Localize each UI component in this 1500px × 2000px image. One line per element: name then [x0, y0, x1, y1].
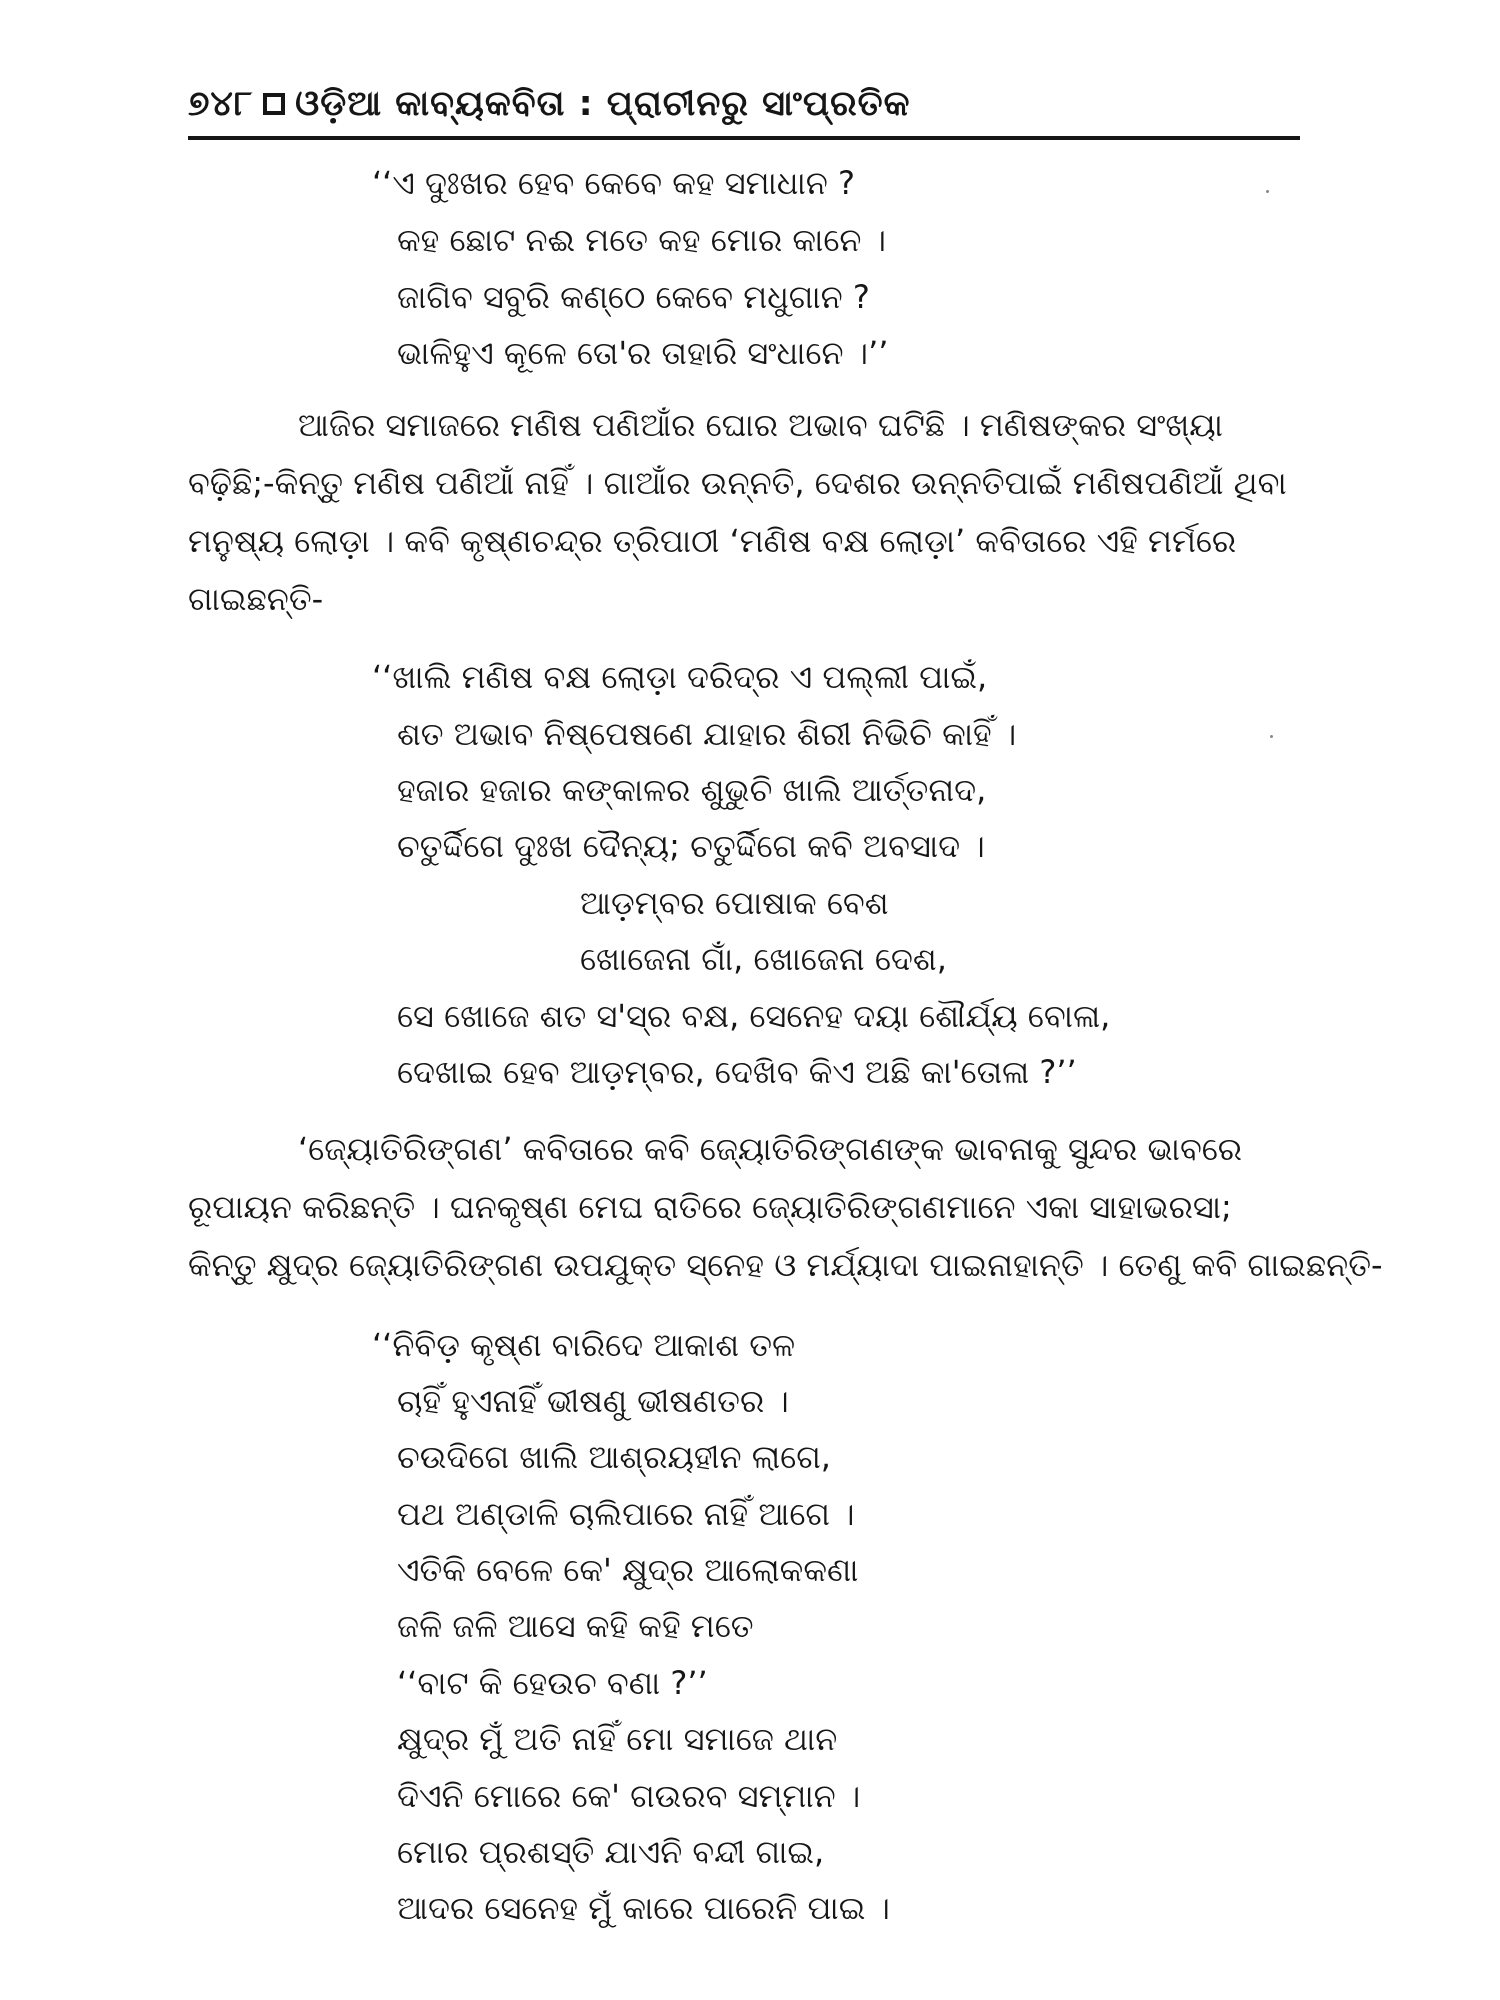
poem-line: କ୍ଷୁଦ୍ର ମୁଁ ଅତି ନାହିଁ ମୋ ସମାଜେ ଥାନ	[397, 1720, 838, 1758]
poem-line: ଶତ ଅଭାବ ନିଷ୍‌ପେଷଣେ ଯାହାର ଶିରୀ ନିଭିଚି କାହିଁ ।	[397, 715, 1017, 753]
paragraph-text: ଆଜିର ସମାଜରେ ମଣିଷ ପଣିଆଁର ଘୋର ଅଭାବ ଘଟିଛି । ମଣିଷଙ୍କର ସଂଖ୍ୟା	[298, 406, 1223, 444]
poem-line: ପଥ ଅଣ୍ଡାଳି ଚାଲିପାରେ ନାହିଁ ଆଗେ ।	[397, 1495, 855, 1533]
paragraph-line	[188, 396, 1293, 454]
poem-line: ‘‘ନିବିଡ଼ କୃଷ୍ଣ ବାରିଦେ ଆକାଶ ତଳ	[372, 1326, 796, 1364]
poem-line: ମୋର ପ୍ରଶସ୍ତି ଯାଏନି ବନ୍ଦୀ ଗାଇ,	[397, 1833, 825, 1871]
scan-speck	[1270, 735, 1273, 738]
poem-line: ଦେଖାଇ ହେବ ଆଡ଼ମ୍ବର, ଦେଖିବ କିଏ ଅଛି କା'ତୋଳା ?’’	[397, 1053, 1077, 1091]
poem-line: ଆଡ଼ମ୍ବର ପୋଷାକ ବେଶ	[580, 884, 889, 922]
poem-line: କହ ଛୋଟ ନଈ ମତେ କହ ମୋର କାନେ ।	[397, 221, 886, 259]
poem-line: ଭାଳିହୁଏ କୂଳେ ତୋ'ର ତାହାରି ସଂଧାନେ ।’’	[397, 334, 889, 372]
paragraph-line: ରୂପାୟନ କରିଛନ୍ତି । ଘନକୃଷ୍ଣ ମେଘ ରାତିରେ ଜ୍ୟୋତିରିଙ୍ଗଣମାନେ ଏକା ସାହାଭରସା;	[188, 1188, 1232, 1226]
page-header	[188, 78, 1298, 130]
paragraph-line: ମନୁଷ୍ୟ ଲୋଡ଼ା । କବି କୃଷ୍ଣଚନ୍ଦ୍ର ତ୍ରିପାଠୀ ‘ମଣିଷ ବକ୍ଷ ଲୋଡ଼ା’ କବିତାରେ ଏହି ମର୍ମରେ	[188, 522, 1237, 560]
poem-line: ଜାଗିବ ସବୁରି କଣ୍ଠେ କେବେ ମଧୁଗାନ ?	[397, 278, 870, 316]
poem-line: ‘‘ବାଟ କି ହେଉଚ ବଣା ?’’	[397, 1664, 708, 1702]
poem-line: ଆଦର ସେନେହ ମୁଁ କାରେ ପାରେନି ପାଇ ।	[397, 1889, 890, 1927]
poem-line: ହଜାର ହଜାର କଙ୍କାଳର ଶୁଭୁଚି ଖାଲି ଆର୍ତ୍ତନାଦ,	[397, 771, 987, 809]
poem-line: ଖୋଜେନା ଗାଁ, ଖୋଜେନା ଦେଶ,	[580, 940, 947, 978]
paragraph-line: କିନ୍ତୁ କ୍ଷୁଦ୍ର ଜ୍ୟୋତିରିଙ୍ଗଣ ଉପଯୁକ୍ତ ସ୍ନେହ ଓ ମର୍ଯ୍ୟାଦା ପାଇନାହାନ୍ତି । ତେଣୁ କବି ଗାଇଛନ୍ତି-	[188, 1246, 1383, 1284]
poem-line: ଦିଏନି ମୋରେ କେ' ଗଉରବ ସମ୍ମାନ ।	[397, 1777, 861, 1815]
paragraph-1	[188, 396, 1293, 628]
square-bullet-icon	[263, 93, 285, 115]
book-title: ଓଡ଼ିଆ କାବ୍ୟକବିତା : ପ୍ରାଚୀନରୁ ସାଂପ୍ରତିକ	[295, 84, 911, 124]
poem-line: ଏତିକି ବେଳେ କେ' କ୍ଷୁଦ୍ର ଆଲୋକକଣା	[397, 1551, 859, 1589]
poem-line: ଜଳି ଜଳି ଆସେ କହି କହି ମତେ	[397, 1607, 754, 1645]
scan-speck	[1266, 190, 1269, 193]
paragraph-line	[188, 1120, 1293, 1178]
poem-line: ‘‘ଏ ଦୁଃଖର ହେବ କେବେ କହ ସମାଧାନ ?	[372, 164, 855, 202]
poem-line: ଚାହିଁ ହୁଏନାହିଁ ଭୀଷଣୁ ଭୀଷଣତର ।	[397, 1382, 789, 1420]
paragraph-text: ‘ଜ୍ୟୋତିରିଙ୍ଗଣ’ କବିତାରେ କବି ଜ୍ୟୋତିରିଙ୍ଗଣଙ୍କ ଭାବନାକୁ ସୁନ୍ଦର ଭାବରେ	[298, 1130, 1243, 1168]
poem-line: ଚଉଦିଗେ ଖାଲି ଆଶ୍ରୟହୀନ ଲାଗେ,	[397, 1438, 831, 1476]
paragraph-2	[188, 1120, 1383, 1294]
poem-line: ସେ ଖୋଜେ ଶତ ସ'ସ୍ର ବକ୍ଷ, ସେନେହ ଦୟା ଶୌର୍ଯ୍ୟ ବୋଳା,	[397, 997, 1111, 1035]
poem-line: ଚତୁର୍ଦ୍ଦିଗେ ଦୁଃଖ ଦୈନ୍ୟ; ଚତୁର୍ଦ୍ଦିଗେ କବି ଅବସାଦ ।	[397, 827, 985, 865]
paragraph-line: ବଢ଼ିଛି;-କିନ୍ତୁ ମଣିଷ ପଣିଆଁ ନାହିଁ । ଗାଆଁର ଉନ୍ନତି, ଦେଶର ଉନ୍ନତିପାଇଁ ମଣିଷପଣିଆଁ ଥିବା	[188, 464, 1287, 502]
paragraph-line: ଗାଇଛନ୍ତି-	[188, 580, 324, 618]
header-rule	[188, 136, 1300, 140]
page-number: ୭୪୮	[188, 84, 254, 124]
poem-line: ‘‘ଖାଲି ମଣିଷ ବକ୍ଷ ଲୋଡ଼ା ଦରିଦ୍ର ଏ ପଲ୍ଲୀ ପାଇଁ,	[372, 658, 988, 696]
